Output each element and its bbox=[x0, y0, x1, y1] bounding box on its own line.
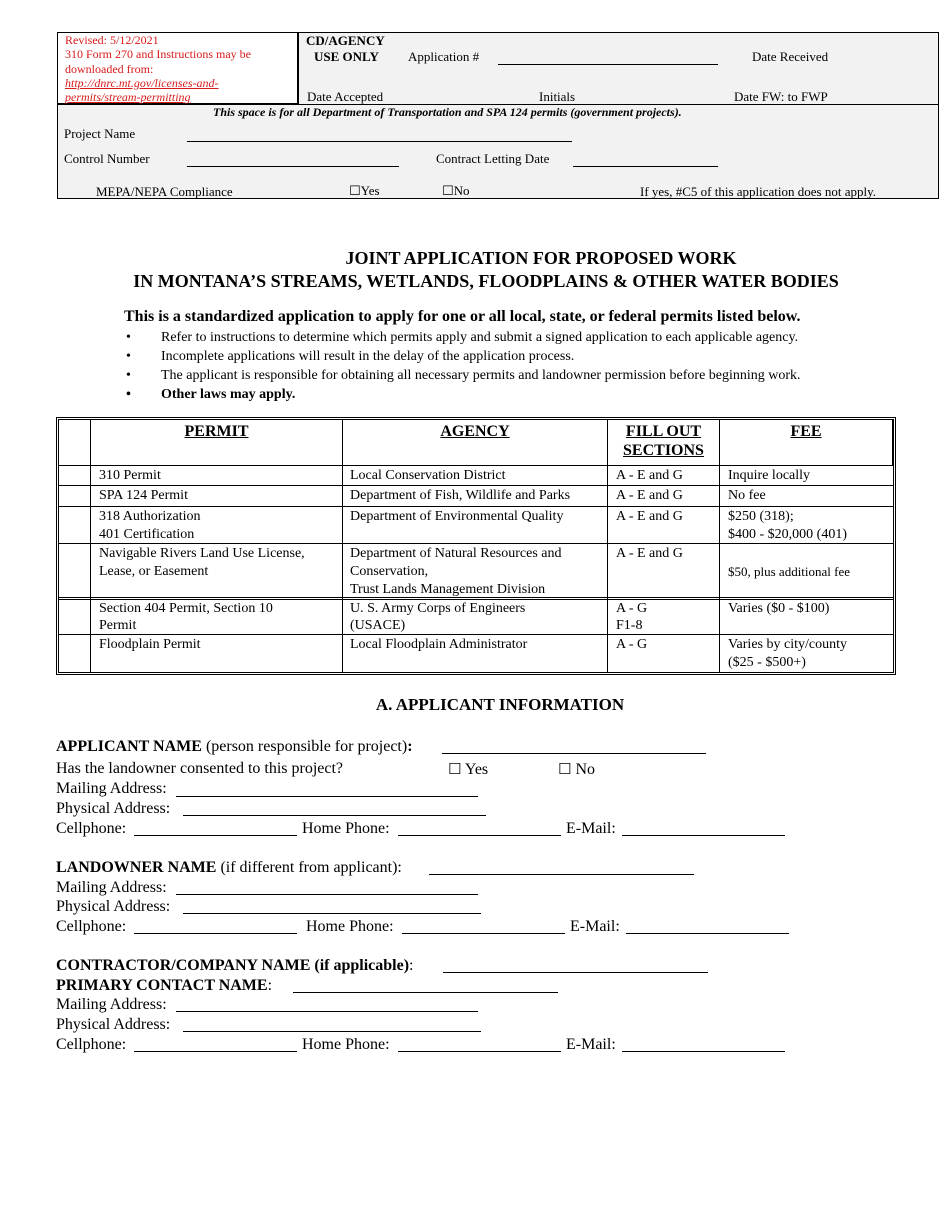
landowner-physical-field[interactable] bbox=[183, 913, 481, 914]
contractor-email-field[interactable] bbox=[622, 1051, 785, 1052]
title-line-1: JOINT APPLICATION FOR PROPOSED WORK bbox=[345, 248, 737, 268]
sections-cell: A - E and G bbox=[616, 468, 683, 483]
contractor-cellphone-label: Cellphone: bbox=[56, 1036, 127, 1053]
list-item: • Other laws may apply. bbox=[126, 385, 801, 404]
download-link-1[interactable]: http://dnrc.mt.gov/licenses-and- bbox=[65, 76, 219, 90]
agency-cell: Trust Lands Management Division bbox=[350, 582, 546, 597]
agency-cell: Department of Environmental Quality bbox=[350, 509, 564, 524]
permit-cell: Lease, or Easement bbox=[99, 564, 209, 579]
applicant-physical-label: Physical Address: bbox=[56, 800, 171, 817]
contractor-physical-field[interactable] bbox=[183, 1031, 481, 1032]
checkbox-icon: ☐ bbox=[448, 760, 462, 778]
admin-divider bbox=[298, 32, 299, 104]
control-number-field[interactable] bbox=[187, 166, 399, 167]
list-item: • Refer to instructions to determine which permits apply and submit a signed application to each applicable agency. bbox=[126, 328, 801, 347]
intro-heading: This is a standardized application to apply for one or all local, state, or federal permits listed below. bbox=[124, 308, 801, 325]
primary-contact-label: PRIMARY CONTACT NAME: bbox=[56, 977, 273, 994]
date-received-label: Date Received bbox=[752, 49, 829, 64]
mepa-yes-option[interactable]: ☐Yes bbox=[349, 183, 380, 199]
landowner-mailing-field[interactable] bbox=[176, 894, 478, 895]
landowner-homephone-label: Home Phone: bbox=[306, 918, 394, 935]
permit-cell: Section 404 Permit, Section 10 bbox=[99, 601, 273, 616]
landowner-name-field[interactable] bbox=[429, 874, 694, 875]
download-note-2: downloaded from: bbox=[65, 62, 154, 76]
fee-cell: Varies by city/county bbox=[728, 637, 847, 652]
landowner-email-field[interactable] bbox=[626, 933, 789, 934]
agency-cell: Local Conservation District bbox=[350, 468, 506, 483]
permit-cell: Floodplain Permit bbox=[99, 637, 201, 652]
fee-cell: $250 (318); bbox=[728, 509, 794, 524]
application-number-label: Application # bbox=[408, 49, 480, 64]
section-a-heading: A. APPLICANT INFORMATION bbox=[375, 695, 625, 714]
agency-cell: Department of Fish, Wildlife and Parks bbox=[350, 488, 571, 503]
mepa-no-option[interactable]: ☐No bbox=[442, 183, 470, 199]
applicant-cellphone-field[interactable] bbox=[134, 835, 297, 836]
contractor-name-field[interactable] bbox=[443, 972, 708, 973]
sections-cell: A - E and G bbox=[616, 546, 683, 561]
landowner-consent-label: Has the landowner consented to this project? bbox=[56, 760, 344, 777]
applicant-homephone-label: Home Phone: bbox=[302, 820, 390, 837]
agency-use-label-2: USE ONLY bbox=[314, 49, 379, 64]
applicant-email-label: E-Mail: bbox=[566, 820, 616, 837]
fee-cell: $400 - $20,000 (401) bbox=[728, 527, 847, 542]
landowner-mailing-label: Mailing Address: bbox=[56, 879, 167, 896]
permit-cell: Permit bbox=[99, 618, 137, 633]
initials-label: Initials bbox=[539, 89, 576, 104]
header-fill-out: FILL OUT bbox=[625, 423, 702, 440]
primary-contact-field[interactable] bbox=[293, 992, 558, 993]
permit-cell: SPA 124 Permit bbox=[99, 488, 188, 503]
checkbox-icon: ☐ bbox=[558, 760, 572, 778]
landowner-name-label: LANDOWNER NAME (if different from applicant): bbox=[56, 859, 402, 876]
landowner-cellphone-field[interactable] bbox=[134, 933, 297, 934]
title-line-2: IN MONTANA’S STREAMS, WETLANDS, FLOODPLAINS & OTHER WATER BODIES bbox=[133, 271, 839, 291]
applicant-name-label: APPLICANT NAME (person responsible for project): bbox=[56, 738, 413, 755]
table-row-line bbox=[59, 506, 893, 507]
agency-use-label-1: CD/AGENCY bbox=[306, 33, 385, 48]
date-fw-label: Date FW: to FWP bbox=[734, 89, 828, 104]
header-fee: FEE bbox=[790, 423, 822, 440]
contractor-email-label: E-Mail: bbox=[566, 1036, 616, 1053]
application-number-field[interactable] bbox=[498, 64, 718, 65]
contract-letting-field[interactable] bbox=[573, 166, 718, 167]
agency-cell: U. S. Army Corps of Engineers bbox=[350, 601, 526, 616]
table-row-line bbox=[59, 485, 893, 486]
applicant-name-field[interactable] bbox=[442, 753, 706, 754]
control-number-label: Control Number bbox=[64, 151, 150, 166]
permit-cell: Navigable Rivers Land Use License, bbox=[99, 546, 305, 561]
applicant-mailing-field[interactable] bbox=[176, 796, 478, 797]
agency-cell: Department of Natural Resources and bbox=[350, 546, 562, 561]
applicant-cellphone-label: Cellphone: bbox=[56, 820, 127, 837]
contractor-cellphone-field[interactable] bbox=[134, 1051, 297, 1052]
fee-cell: Inquire locally bbox=[728, 468, 811, 483]
applicant-physical-field[interactable] bbox=[183, 815, 486, 816]
permit-cell: 318 Authorization bbox=[99, 509, 201, 524]
applicant-homephone-field[interactable] bbox=[398, 835, 561, 836]
permit-cell: 310 Permit bbox=[99, 468, 161, 483]
contractor-homephone-field[interactable] bbox=[398, 1051, 561, 1052]
checkbox-icon: ☐ bbox=[349, 184, 361, 199]
project-name-label: Project Name bbox=[64, 126, 136, 141]
sections-cell: A - E and G bbox=[616, 488, 683, 503]
contractor-physical-label: Physical Address: bbox=[56, 1016, 171, 1033]
contractor-homephone-label: Home Phone: bbox=[302, 1036, 390, 1053]
checkbox-icon: ☐ bbox=[442, 184, 454, 199]
header-sections: SECTIONS bbox=[623, 442, 704, 459]
sections-cell: F1-8 bbox=[616, 618, 643, 633]
table-col-line bbox=[892, 420, 893, 466]
list-item: • The applicant is responsible for obtaining all necessary permits and landowner permission before beginning work. bbox=[126, 366, 801, 385]
landowner-cellphone-label: Cellphone: bbox=[56, 918, 127, 935]
table-row-line bbox=[59, 465, 893, 466]
sections-cell: A - G bbox=[616, 637, 648, 652]
table-row-line bbox=[59, 634, 893, 635]
fee-cell: ($25 - $500+) bbox=[728, 655, 806, 670]
fee-cell: No fee bbox=[728, 488, 766, 503]
sections-cell: A - E and G bbox=[616, 509, 683, 524]
sections-cell: A - G bbox=[616, 601, 648, 616]
header-agency: AGENCY bbox=[440, 423, 510, 440]
landowner-physical-label: Physical Address: bbox=[56, 898, 171, 915]
permit-cell: 401 Certification bbox=[99, 527, 195, 542]
contractor-mailing-field[interactable] bbox=[176, 1011, 478, 1012]
download-link-2[interactable]: permits/stream-permitting bbox=[65, 90, 191, 104]
download-note-1: 310 Form 270 and Instructions may be bbox=[65, 47, 251, 61]
agency-cell: (USACE) bbox=[350, 618, 406, 633]
revised-date: Revised: 5/12/2021 bbox=[65, 33, 159, 47]
landowner-email-label: E-Mail: bbox=[570, 918, 620, 935]
mepa-label: MEPA/NEPA Compliance bbox=[96, 184, 233, 199]
consent-yes-option[interactable]: ☐ Yes bbox=[448, 760, 489, 778]
contractor-mailing-label: Mailing Address: bbox=[56, 996, 167, 1013]
contract-letting-label: Contract Letting Date bbox=[436, 151, 550, 166]
applicant-mailing-label: Mailing Address: bbox=[56, 780, 167, 797]
government-projects-note: This space is for all Department of Transportation and SPA 124 permits (government projects). bbox=[213, 105, 682, 119]
fee-cell: $50, plus additional fee bbox=[728, 564, 851, 579]
applicant-email-field[interactable] bbox=[622, 835, 785, 836]
project-name-field[interactable] bbox=[187, 141, 572, 142]
fee-cell: Varies ($0 - $100) bbox=[728, 601, 830, 616]
landowner-homephone-field[interactable] bbox=[402, 933, 565, 934]
consent-no-option[interactable]: ☐ No bbox=[558, 760, 596, 778]
intro-bullets bbox=[126, 328, 801, 404]
agency-cell: Conservation, bbox=[350, 564, 429, 579]
mepa-note: If yes, #C5 of this application does not apply. bbox=[640, 184, 877, 199]
agency-cell: Local Floodplain Administrator bbox=[350, 637, 528, 652]
header-permit: PERMIT bbox=[184, 423, 249, 440]
date-accepted-label: Date Accepted bbox=[307, 89, 384, 104]
contractor-name-label: CONTRACTOR/COMPANY NAME (if applicable): bbox=[56, 957, 414, 974]
list-item: • Incomplete applications will result in the delay of the application process. bbox=[126, 347, 801, 366]
